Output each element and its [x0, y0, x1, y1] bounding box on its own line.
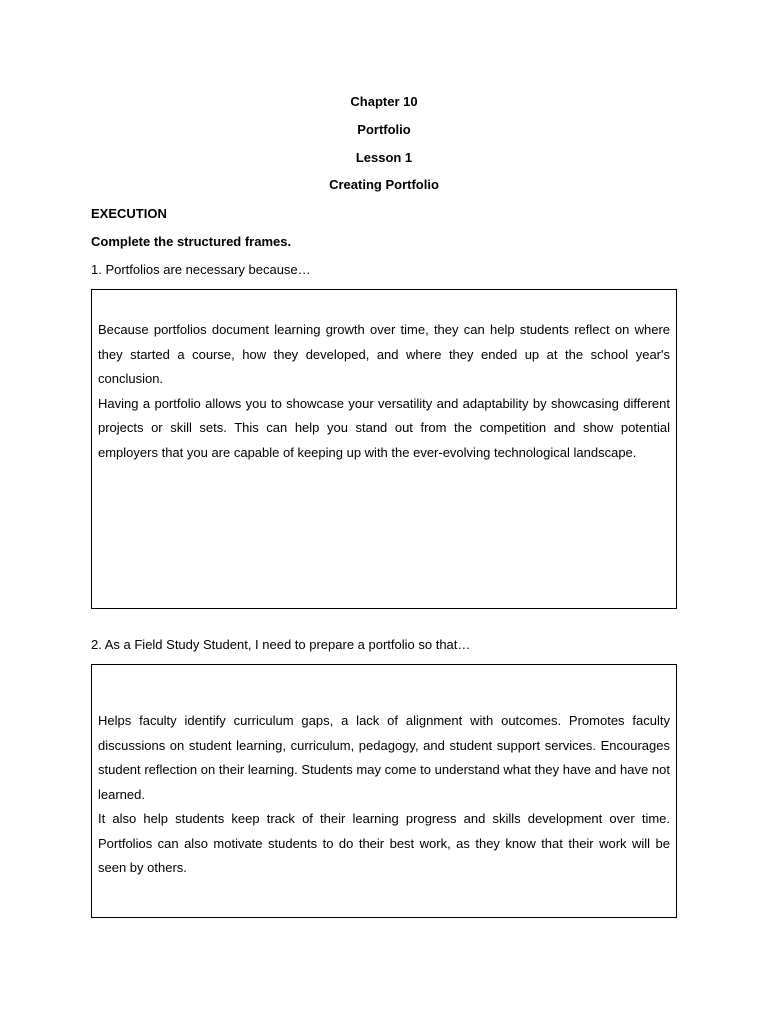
answer-frame-2 — [91, 664, 677, 918]
section-label: EXECUTION — [91, 206, 167, 221]
section-instruction: Complete the structured frames. — [91, 234, 292, 249]
answer-frame-1 — [91, 289, 677, 609]
lesson-heading: Lesson 1 — [355, 150, 413, 165]
answer-1-paragraph-1: Because portfolios document learning growth over time, they can help students reflect on where they started a course, how they developed, and where they ended up at the school year's conclusion. — [98, 322, 670, 386]
answer-2-paragraph-1: Helps faculty identify curriculum gaps, a lack of alignment with outcomes. Promotes faculty discussions on student learning, curriculum, pedagogy, and student support services. Encourages student reflection on their learning. Students may come to understand what they have and have not learned. — [98, 713, 670, 802]
question-2-prompt: 2. As a Field Study Student, I need to prepare a portfolio so that… — [91, 637, 471, 652]
answer-2-paragraph-2: It also help students keep track of their learning progress and skills development over time. Portfolios can also motivate students to do their best work, as they know that their work will be seen by others. — [98, 811, 670, 875]
subject-heading: Portfolio — [357, 122, 411, 137]
answer-1-paragraph-2: Having a portfolio allows you to showcase your versatility and adaptability by showcasing different projects or skill sets. This can help you stand out from the competition and show potential employers that you are capable of keeping up with the ever-evolving technological landscape. — [98, 395, 670, 460]
answer-frame-2-text — [98, 709, 670, 881]
question-1-prompt: 1. Portfolios are necessary because… — [91, 262, 311, 277]
lesson-title: Creating Portfolio — [329, 177, 439, 192]
chapter-heading: Chapter 10 — [350, 94, 418, 109]
answer-frame-1-text — [98, 318, 670, 465]
